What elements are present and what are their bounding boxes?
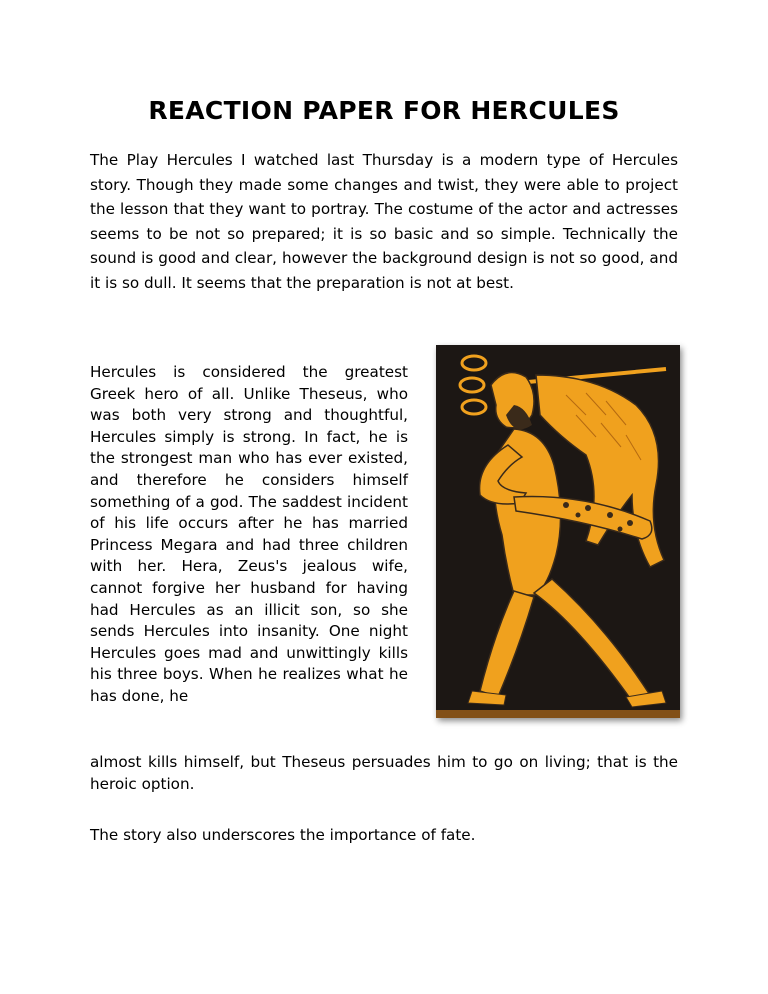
paragraph-hercules-wrapped: Hercules is considered the greatest Greek hero of all. Unlike Theseus, who was both very strong and thoughtful, Hercules simply is strong. In fact, he is the strongest man who has ever existed, and therefore he considers himself something of a god. The saddest incident of his life occurs after he has married Princess Megara and had three children with her. Hera, Zeus's jealous wife, cannot forgive her husband for having had Hercules as an illicit son, so she sends Hercules into insanity. One night Hercules goes mad and unwittingly kills his three boys. When he realizes what he has done, he	[90, 363, 408, 705]
hercules-vase-image	[436, 345, 680, 718]
paragraph-hercules-tail: almost kills himself, but Theseus persuades him to go on living; that is the heroic option.	[90, 753, 678, 793]
page-title: REACTION PAPER FOR HERCULES	[148, 96, 620, 125]
paragraph-fate: The story also underscores the importance of fate.	[90, 826, 476, 844]
paragraph-intro: The Play Hercules I watched last Thursday is a modern type of Hercules story. Though they made some changes and twist, they were able to project the lesson that they want to portray. The costume of the actor and actresses seems to be not so prepared; it is so basic and so simple. Technically the sound is good and clear, however the background design is not so good, and it is so dull. It seems that the preparation is not at best.	[90, 151, 678, 292]
